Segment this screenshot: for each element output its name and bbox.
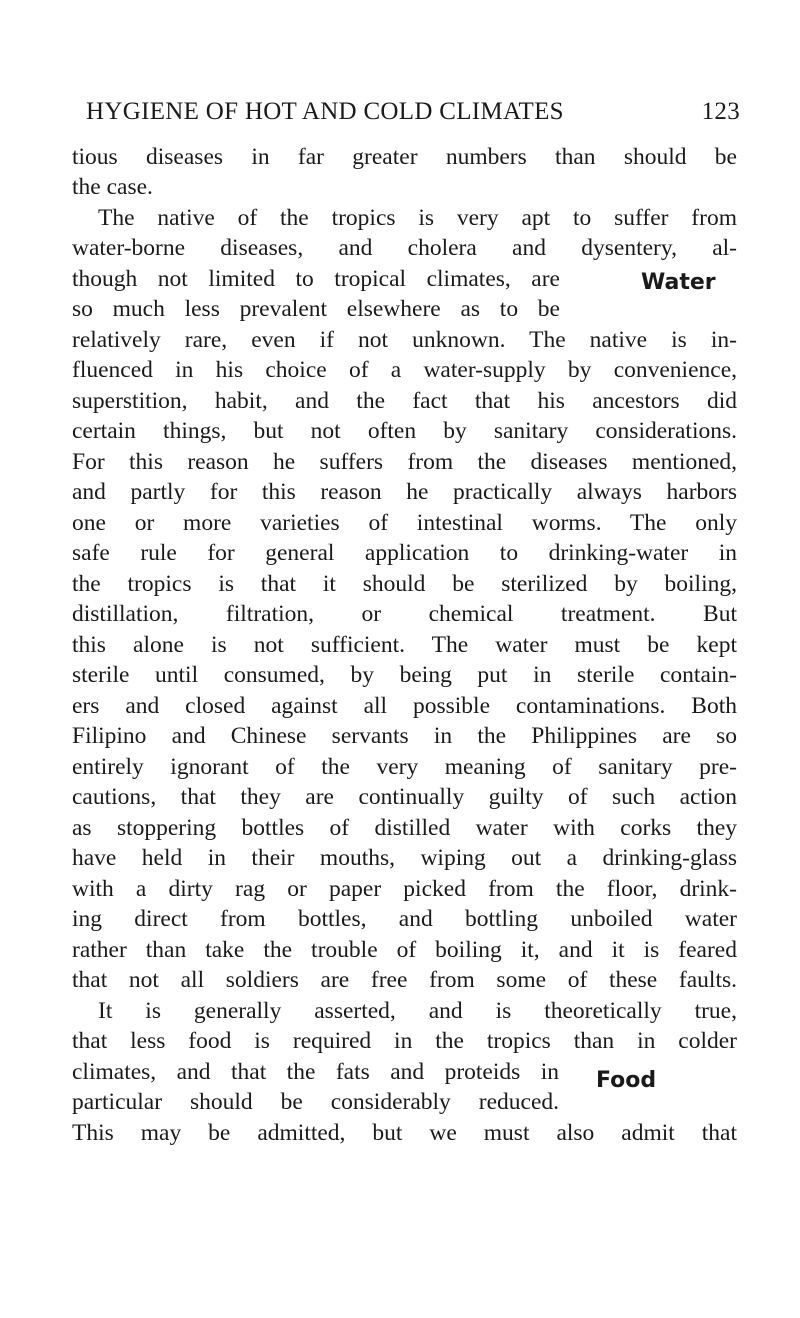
text-line: safe rule for general application to drinking-water in (72, 540, 737, 566)
text-line: tious diseases in far greater numbers than should be (72, 144, 737, 170)
text-line: distillation, filtration, or chemical treatment. But (72, 601, 737, 627)
text-line: and partly for this reason he practically always harbors (72, 479, 737, 505)
text-line: though not limited to tropical climates, are (72, 266, 560, 292)
text-line: as stoppering bottles of distilled water with corks they (72, 815, 737, 841)
text-line: sterile until consumed, by being put in sterile contain- (72, 662, 737, 688)
text-line: so much less prevalent elsewhere as to be (72, 296, 560, 322)
text-line: It is generally asserted, and is theoretically true, (98, 998, 737, 1024)
text-line: entirely ignorant of the very meaning of sanitary pre- (72, 754, 737, 780)
text-line: superstition, habit, and the fact that his ancestors did (72, 388, 737, 414)
text-line: particular should be considerably reduced. (72, 1089, 559, 1115)
text-line: climates, and that the fats and proteids in (72, 1059, 559, 1085)
margin-note-food: Food (596, 1068, 657, 1093)
text-line: with a dirty rag or paper picked from the floor, drink- (72, 876, 737, 902)
text-line: This may be admitted, but we must also admit that (72, 1120, 737, 1146)
text-line: certain things, but not often by sanitary considerations. (72, 418, 737, 444)
text-line: that less food is required in the tropics than in colder (72, 1028, 737, 1054)
page-number: 123 (701, 98, 740, 125)
text-line: this alone is not sufficient. The water must be kept (72, 632, 737, 658)
text-line: cautions, that they are continually guilty of such action (72, 784, 737, 810)
text-line: one or more varieties of intestinal worms. The only (72, 510, 737, 536)
text-line: water-borne diseases, and cholera and dysentery, al- (72, 235, 737, 261)
text-line: that not all soldiers are free from some of these faults. (72, 967, 737, 993)
text-line: have held in their mouths, wiping out a drinking-glass (72, 845, 737, 871)
running-head (86, 98, 740, 132)
text-line: Filipino and Chinese servants in the Philippines are so (72, 723, 737, 749)
text-line: the tropics is that it should be sterilized by boiling, (72, 571, 737, 597)
text-line: For this reason he suffers from the diseases mentioned, (72, 449, 737, 475)
text-line: the case. (72, 174, 153, 200)
text-line: ing direct from bottles, and bottling unboiled water (72, 906, 737, 932)
text-line: rather than take the trouble of boiling it, and it is feared (72, 937, 737, 963)
text-line: The native of the tropics is very apt to suffer from (98, 205, 737, 231)
text-line: fluenced in his choice of a water-supply by convenience, (72, 357, 737, 383)
text-line: ers and closed against all possible contaminations. Both (72, 693, 737, 719)
running-title: HYGIENE OF HOT AND COLD CLIMATES (86, 98, 564, 125)
margin-note-water: Water (641, 270, 716, 295)
text-line: relatively rare, even if not unknown. The native is in- (72, 327, 737, 353)
